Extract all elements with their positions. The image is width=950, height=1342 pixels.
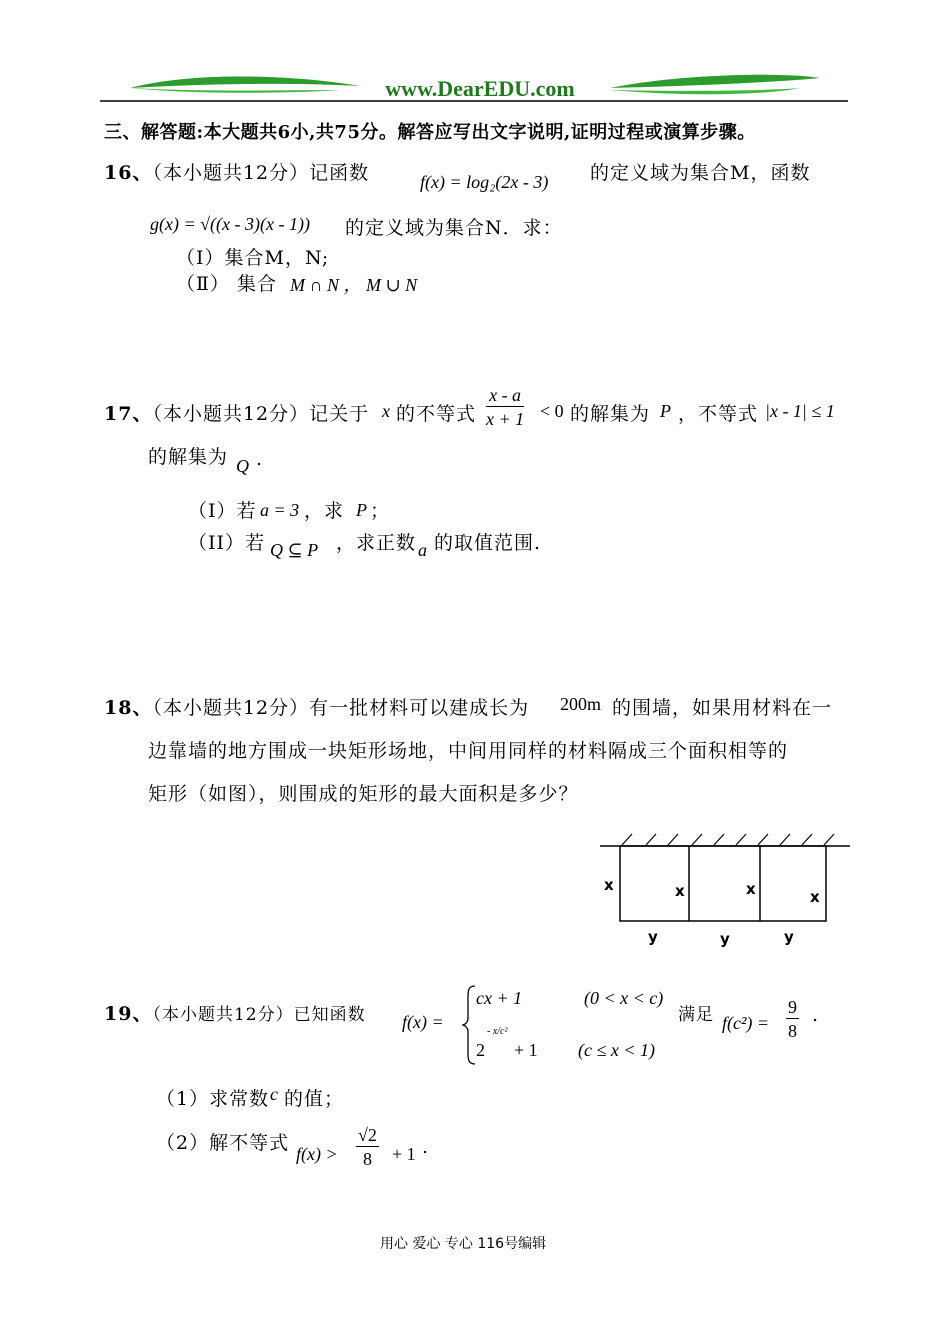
q19-part1: （1）求常数: [156, 1088, 270, 1110]
q18-text-a: （本小题共12分）有一批材料可以建成长为: [152, 697, 530, 719]
q16-f-definition: f(x) = log₂(2x - 3): [420, 172, 549, 192]
q19-ineq-lhs: f(x) >: [296, 1144, 338, 1164]
question-19-line1: [104, 999, 366, 1026]
q19-part1-c: c: [270, 1084, 278, 1104]
q19-cond-end: .: [812, 1004, 820, 1026]
q19-cond-num: 9: [788, 997, 797, 1017]
q19-cond-den: 8: [788, 1021, 797, 1041]
q19-ineq-end: .: [422, 1136, 430, 1158]
q16-number: 16、: [104, 162, 153, 184]
q19-part2: （2）解不等式: [156, 1132, 290, 1154]
enclosure-rect: [620, 846, 826, 921]
q16-part2-sets: M ∩ N ， M ∪ N: [290, 275, 418, 295]
q17-var-x: x: [382, 401, 390, 421]
q19-case2-tail: + 1: [514, 1040, 538, 1060]
section-title: 三、解答题:本大题共6小,共75分。解答应写出文字说明,证明过程或演算步骤。: [104, 122, 756, 143]
q16-g-definition: g(x) = √((x - 3)(x - 1)): [150, 214, 310, 234]
q17-part1-label: （I）若: [188, 500, 257, 522]
q19-number: 19、: [104, 1003, 153, 1025]
q17-frac-numerator: x - a: [486, 384, 524, 407]
q17-part1-P: P: [356, 500, 367, 520]
q17-frac-denominator: x + 1: [486, 409, 525, 429]
q17-fraction: [486, 384, 524, 431]
q18-length: 200m: [560, 694, 602, 714]
q17-part1-end: ；: [370, 500, 391, 522]
q17-number: 17、: [104, 403, 153, 425]
q17-abs-inequality: |x - 1| ≤ 1: [765, 401, 835, 421]
q17-ineq-tail: < 0: [540, 401, 564, 421]
q19-case2-exponent: - x/c²: [487, 1026, 508, 1037]
q16-text-b: 的定义域为集合M，函数: [590, 162, 811, 184]
q19-ineq-tail: + 1: [392, 1144, 416, 1164]
q17-part2-label: （II）若: [188, 532, 266, 554]
q17-line2-end: .: [256, 448, 264, 470]
q19-case2-base: 2: [476, 1040, 485, 1060]
q17-Q: Q: [236, 456, 249, 476]
q17-part2-a: a: [418, 540, 427, 560]
fig-label-y1: y: [648, 928, 658, 946]
q17-P: P: [660, 401, 671, 421]
q17-text-a: （本小题共12分）记关于: [152, 403, 370, 425]
q17-part2-mid: ，求正数: [336, 532, 417, 554]
q18-line3: 矩形（如图），则围成的矩形的最大面积是多少？: [148, 783, 579, 805]
fig-label-x3: x: [746, 880, 756, 898]
q17-part1-tail: ，求: [304, 500, 345, 522]
q16-text: （本小题共12分）记函数: [152, 162, 370, 184]
q19-text-b: 满足: [678, 1005, 714, 1025]
q19-ineq-den: 8: [362, 1149, 372, 1169]
q17-part2-tail: 的取值范围.: [434, 532, 542, 554]
wall-hatching: [622, 834, 834, 845]
q19-case1-expr: cx + 1: [476, 988, 523, 1008]
q16-text-c: 的定义域为集合N．求：: [345, 217, 563, 239]
q17-line2: 的解集为: [148, 446, 229, 468]
header-banner: [100, 70, 850, 104]
fig-label-x1: x: [604, 876, 614, 894]
q19-case2-cond: (c ≤ x < 1): [578, 1040, 655, 1060]
question-17-line1: [104, 399, 369, 426]
fig-label-y3: y: [784, 928, 794, 946]
q16-part1: （Ⅰ）集合M，N;: [176, 247, 330, 269]
q19-cond-fraction: [786, 996, 799, 1043]
q18-text-b: 的围墙，如果用材料在一: [612, 697, 833, 719]
fig-label-x2: x: [675, 882, 685, 900]
question-16-line1: [104, 158, 369, 185]
q19-ineq-num: √2: [358, 1125, 377, 1145]
q19-f-lhs: f(x) =: [402, 1012, 444, 1032]
page-footer: 用心 爱心 专心 116号编辑: [380, 1236, 547, 1252]
q17-text-b: 的不等式: [396, 403, 477, 425]
q17-part1-cond: a = 3: [260, 500, 300, 520]
q19-cond-lhs: f(c²) =: [722, 1013, 770, 1033]
site-logo-text: www.DearEDU.com: [385, 76, 575, 101]
q17-text-c: 的解集为: [570, 403, 651, 425]
fig-label-x4: x: [810, 888, 820, 906]
q19-part1-tail: 的值；: [284, 1088, 345, 1110]
q17-text-d: ，不等式: [678, 403, 759, 425]
q19-case1-cond: (0 < x < c): [584, 988, 664, 1008]
q18-number: 18、: [104, 697, 153, 719]
question-18-line1: [104, 693, 529, 720]
fig-label-y2: y: [720, 930, 730, 948]
q18-line2: 边靠墙的地方围成一块矩形场地，中间用同样的材料隔成三个面积相等的: [148, 740, 789, 762]
q19-ineq-fraction: [356, 1124, 379, 1171]
q16-part2-label: （Ⅱ） 集合: [176, 273, 277, 295]
q17-part2-cond: Q ⊆ P: [270, 540, 319, 560]
q19-text-a: （本小题共12分）已知函数: [152, 1005, 366, 1025]
q18-figure: [596, 826, 856, 956]
